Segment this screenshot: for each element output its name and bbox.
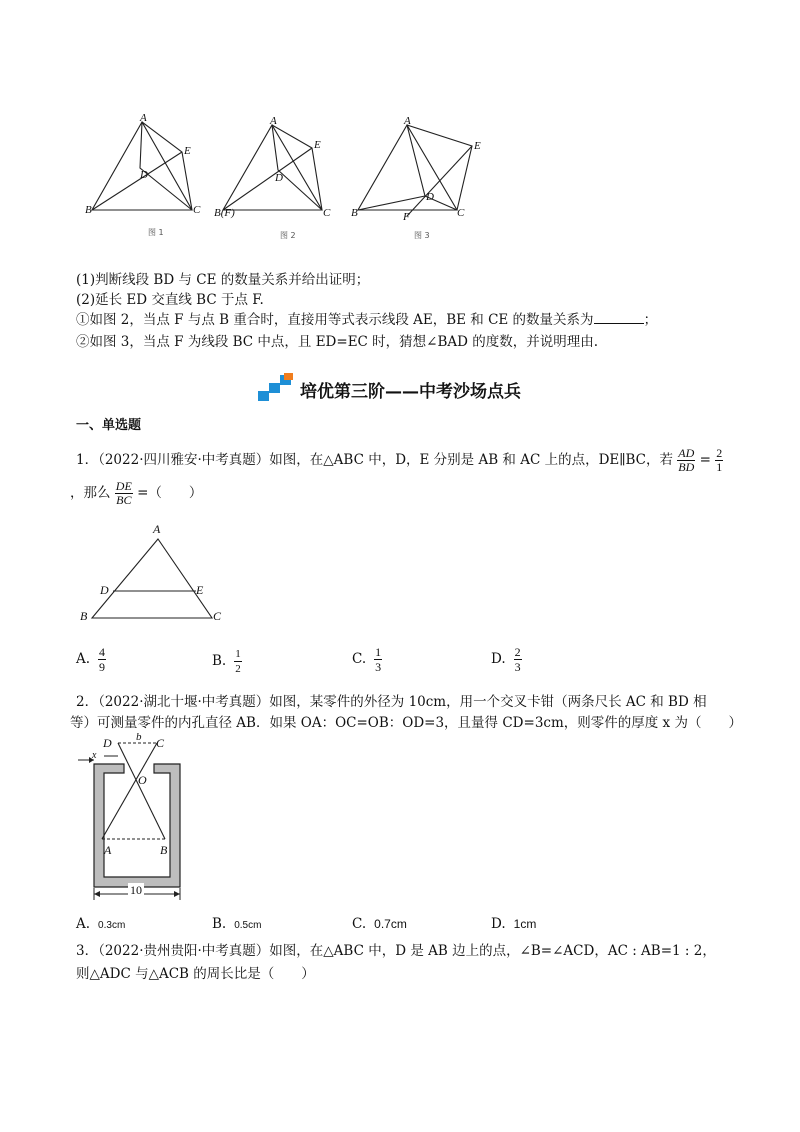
- q1-ratio: [715, 447, 723, 474]
- q2-stem-line1: 2．（2022·湖北十堰·中考真题）如图，某零件的外径为 10cm，用一个交叉卡钳（两条尺长 AC 和 BD 相: [76, 694, 707, 710]
- prev-q-part1: (1)判断线段 BD 与 CE 的数量关系并给出证明；: [76, 272, 370, 288]
- q1-option-a-frac: [98, 645, 106, 674]
- fig3-label-e: E: [474, 140, 481, 152]
- answer-blank: [594, 311, 644, 324]
- fig1-caption: 图 1: [148, 228, 164, 237]
- q2-label-c: C: [156, 736, 165, 750]
- q2-label-o: O: [138, 773, 147, 787]
- q1-label-d: D: [100, 583, 109, 597]
- fig2-label-a: A: [270, 115, 277, 127]
- q2-option-d-value: 1cm: [513, 917, 537, 931]
- prev-q-part3-end: ；: [643, 312, 658, 328]
- q1-frac2-num: DE: [115, 479, 132, 493]
- q2-label-d: D: [103, 736, 112, 750]
- fig3-caption: 图 3: [414, 231, 430, 240]
- fig2-label-e: E: [314, 139, 321, 151]
- q1-option-c-num: 1: [375, 645, 382, 659]
- prev-q-part3: [76, 308, 657, 328]
- q1-option-c-letter: C.: [352, 651, 367, 667]
- q2-option-d[interactable]: [491, 916, 536, 932]
- q1-label-c: C: [213, 609, 222, 623]
- q2-label-x: x: [92, 750, 97, 761]
- fig1-label-d: D: [140, 169, 148, 181]
- fig2-label-c: C: [323, 207, 331, 219]
- q2-option-a-value: 0.3cm: [98, 920, 126, 931]
- prev-q-part4: ②如图 3，当点 F 为线段 BC 中点，且 ED=EC 时，猜想∠BAD 的度数，并说明理由.: [76, 334, 599, 350]
- q1-option-d[interactable]: [491, 645, 522, 674]
- q3-stem-line1: 3．（2022·贵州贵阳·中考真题）如图，在△ABC 中，D 是 AB 边上的点，∠B=∠ACD，AC : AB=1 : 2，: [76, 943, 716, 959]
- q2-label-a: A: [104, 843, 112, 857]
- q2-dimension-10: 10: [130, 883, 142, 897]
- q1-option-d-num: 2: [514, 645, 521, 659]
- q1-line2-pre: ，那么: [70, 485, 111, 501]
- prev-q-part2: (2)延长 ED 交直线 BC 于点 F.: [76, 292, 264, 308]
- q1-option-b[interactable]: [212, 647, 242, 676]
- fig2-label-d: D: [275, 172, 283, 184]
- q1-option-a-den: 9: [99, 660, 106, 674]
- q1-option-d-letter: D.: [491, 651, 506, 667]
- q1-option-d-den: 3: [514, 660, 521, 674]
- q2-stem-line2: 等）可测量零件的内孔直径 AB．如果 OA：OC=OB：OD=3，且量得 CD=3cm，则零件的厚度 x 为（ ）: [70, 715, 742, 731]
- q2-option-c[interactable]: [352, 916, 407, 932]
- fig3-label-f: F: [403, 211, 410, 223]
- fig2-caption: 图 2: [280, 231, 296, 240]
- q2-option-c-value: 0.7cm: [374, 917, 407, 931]
- q2-option-b-value: 0.5cm: [234, 920, 262, 931]
- q1-frac2-den: BC: [116, 493, 132, 507]
- fig3-label-a: A: [404, 115, 411, 127]
- q1-line2-post: =（ ）: [137, 485, 203, 501]
- q1-option-c-frac: [374, 645, 382, 674]
- q1-fraction-ad-bd: [677, 447, 695, 474]
- q1-fraction-de-bc: [115, 480, 133, 507]
- fig1-label-c: C: [193, 204, 201, 216]
- q1-option-b-num: 1: [235, 648, 241, 660]
- fig2-label-b: B(F): [214, 207, 235, 219]
- q1-stem: [76, 447, 723, 474]
- q1-label-a: A: [153, 522, 161, 536]
- fig1-label-e: E: [184, 145, 191, 157]
- q1-label-b: B: [80, 609, 88, 623]
- fig1-label-b: B: [85, 204, 92, 216]
- q2-option-b-letter: B.: [212, 916, 227, 932]
- q2-option-a-letter: A.: [76, 916, 91, 932]
- q1-equals: =: [699, 452, 711, 468]
- q2-option-c-letter: C.: [352, 916, 367, 932]
- q1-option-b-frac: [234, 647, 242, 676]
- q1-option-a-num: 4: [99, 645, 106, 659]
- fig3-label-b: B: [351, 207, 358, 219]
- q2-option-b[interactable]: [212, 916, 261, 932]
- q2-label-b-small: b: [136, 731, 142, 743]
- section-type: 一、单选题: [76, 418, 142, 433]
- q1-option-c[interactable]: [352, 645, 382, 674]
- q1-option-b-den: 2: [235, 663, 241, 675]
- q2-label-b: B: [160, 843, 168, 857]
- prev-q-part3-text: ①如图 2，当点 F 与点 B 重合时，直接用等式表示线段 AE，BE 和 CE 的数量关系为: [76, 312, 594, 328]
- q1-ratio-num: 2: [716, 446, 723, 460]
- q1-stem-text: 1．（2022·四川雅安·中考真题）如图，在△ABC 中，D，E 分别是 AB 和 AC 上的点，DE∥BC，若: [76, 452, 673, 468]
- q2-option-d-letter: D.: [491, 916, 506, 932]
- q1-option-a[interactable]: [76, 645, 106, 674]
- fig3-label-d: D: [426, 191, 434, 203]
- q1-option-b-letter: B.: [212, 653, 227, 669]
- q1-option-c-den: 3: [375, 660, 382, 674]
- q3-stem-line2: 则△ADC 与△ACB 的周长比是（ ）: [76, 966, 315, 982]
- fig1-label-a: A: [140, 112, 147, 124]
- q2-caliper-figure: [70, 730, 200, 900]
- fig3-label-c: C: [457, 207, 465, 219]
- q1-frac-num: AD: [678, 446, 695, 460]
- q1-stem-line2: [70, 480, 202, 507]
- staircase-icon: [258, 373, 298, 403]
- section-heading: 培优第三阶——中考沙场点兵: [300, 382, 521, 402]
- q1-option-d-frac: [514, 645, 522, 674]
- q1-option-a-letter: A.: [76, 651, 91, 667]
- q1-label-e: E: [196, 583, 204, 597]
- q1-frac-den: BD: [678, 460, 695, 474]
- q2-option-a[interactable]: [76, 916, 125, 932]
- q1-ratio-den: 1: [716, 460, 723, 474]
